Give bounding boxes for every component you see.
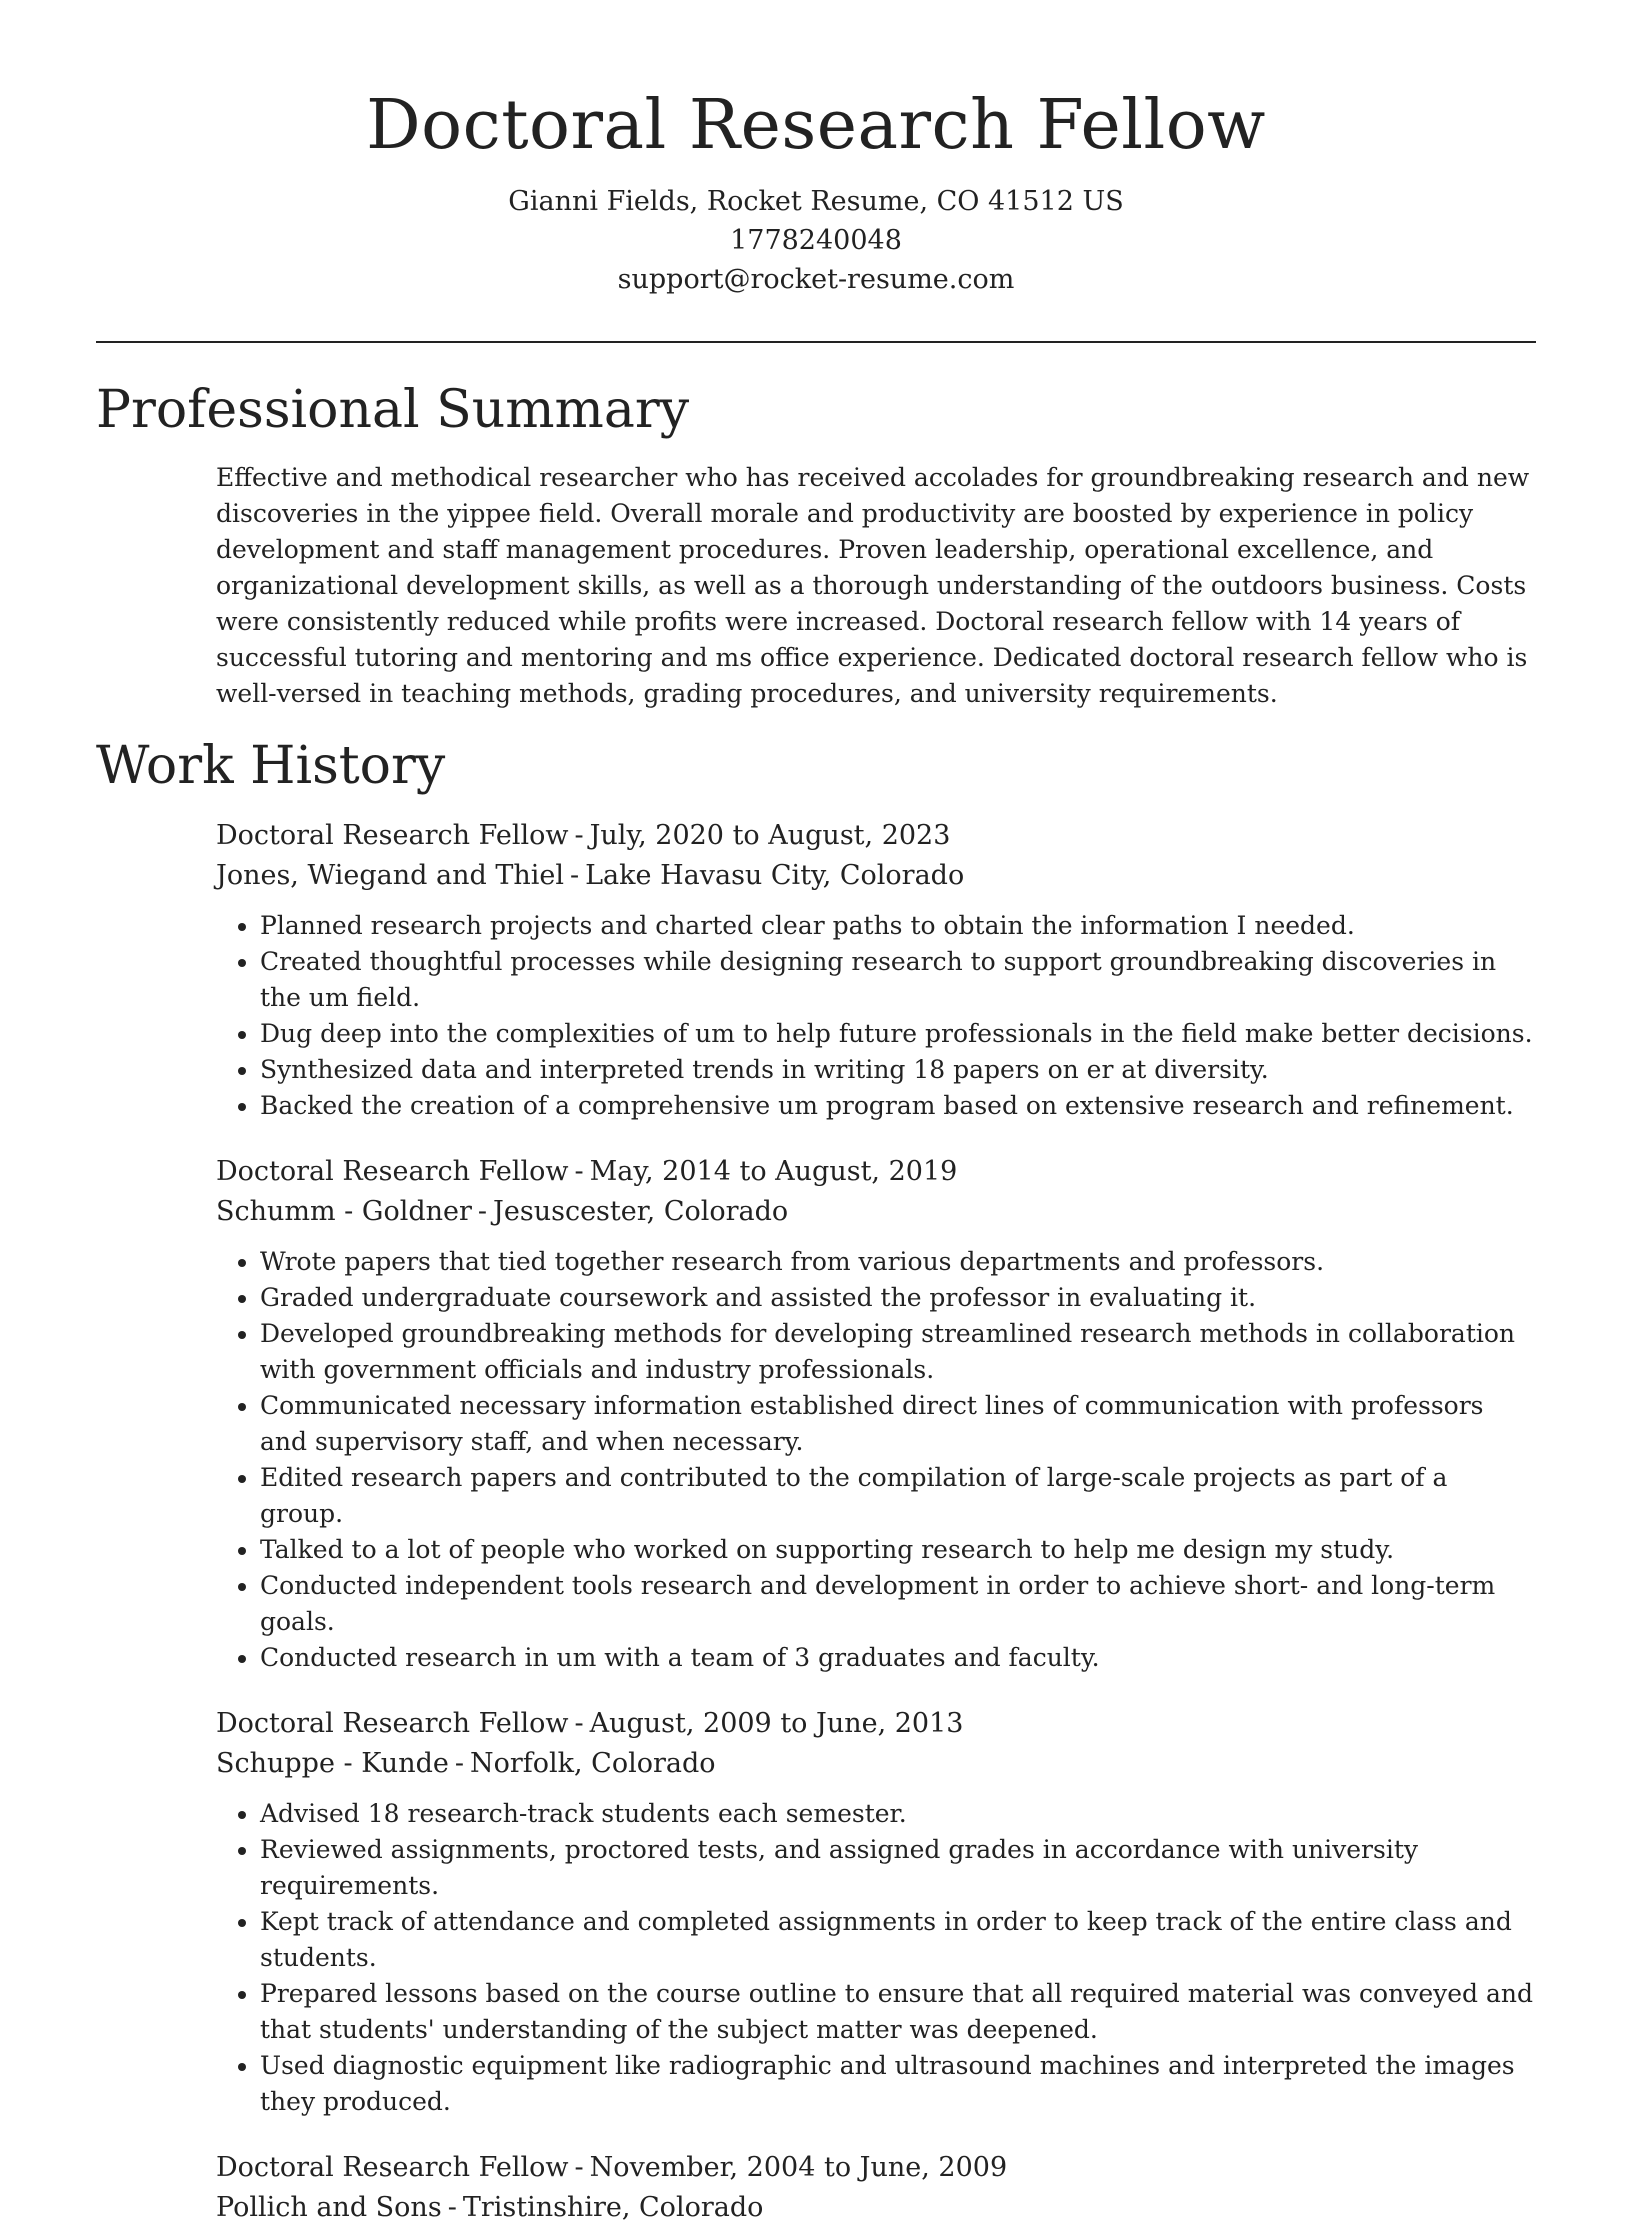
job-company: Schuppe - Kunde (216, 1748, 449, 1779)
job-title-line (216, 1704, 1538, 1744)
job-bullet: • Conducted research in um with a team of 3 graduates and faculty. (260, 1640, 1538, 1676)
job-bullet: • Wrote papers that tied together research from various departments and professors. (260, 1244, 1538, 1280)
resume-header (0, 84, 1632, 299)
job-bullet: • Planned research projects and charted clear paths to obtain the information I needed. (260, 908, 1538, 944)
header-divider (96, 341, 1536, 343)
job-separator: - (574, 820, 584, 851)
job-location: Tristinshire, Colorado (462, 2192, 764, 2223)
contact-address: Gianni Fields, Rocket Resume, CO 41512 US (508, 186, 1124, 217)
job-separator: - (574, 1708, 584, 1739)
job-location: Norfolk, Colorado (469, 1748, 716, 1779)
job-entry (216, 1152, 1538, 1676)
job-bullet: • Synthesized data and interpreted trends in writing 18 papers on er at diversity. (260, 1052, 1538, 1088)
job-bullets (216, 1244, 1538, 1676)
job-bullet: • Backed the creation of a comprehensive um program based on extensive research and refinement. (260, 1088, 1538, 1124)
contact-block (0, 182, 1632, 299)
job-separator: - (454, 1748, 464, 1779)
work-history-heading: Work History (96, 736, 446, 796)
job-title-line (216, 1152, 1538, 1192)
job-title: Doctoral Research Fellow (216, 1156, 569, 1187)
job-location: Jesuscester, Colorado (493, 1196, 789, 1227)
job-title-line (216, 2148, 1538, 2188)
job-separator: - (447, 2192, 457, 2223)
job-bullet: • Communicated necessary information established direct lines of communication with professors and supervisory staff, and when necessary. (260, 1388, 1538, 1460)
job-bullet: • Prepared lessons based on the course outline to ensure that all required material was conveyed and that students' understanding of the subject matter was deepened. (260, 1976, 1538, 2048)
job-entry (216, 1704, 1538, 2120)
summary-heading: Professional Summary (96, 380, 690, 440)
job-title: Doctoral Research Fellow (216, 820, 569, 851)
job-bullet: • Conducted independent tools research and development in order to achieve short- and long-term goals. (260, 1568, 1538, 1640)
job-dates: July, 2020 to August, 2023 (589, 820, 951, 851)
job-bullets (216, 908, 1538, 1124)
job-separator: - (574, 2152, 584, 2183)
job-dates: August, 2009 to June, 2013 (589, 1708, 964, 1739)
job-title: Doctoral Research Fellow (216, 1708, 569, 1739)
job-bullets (216, 1796, 1538, 2120)
job-company: Schumm - Goldner (216, 1196, 472, 1227)
job-separator: - (570, 860, 580, 891)
job-bullet: • Kept track of attendance and completed assignments in order to keep track of the entire class and students. (260, 1904, 1538, 1976)
contact-phone: 1778240048 (730, 225, 902, 256)
job-list (216, 816, 1538, 2228)
job-entry (216, 2148, 1538, 2228)
job-company-line (216, 2188, 1538, 2228)
job-bullet: • Advised 18 research-track students each semester. (260, 1796, 1538, 1832)
job-bullet: • Dug deep into the complexities of um to help future professionals in the field make better decisions. (260, 1016, 1538, 1052)
job-bullet: • Reviewed assignments, proctored tests, and assigned grades in accordance with university requirements. (260, 1832, 1538, 1904)
contact-email: support@rocket-resume.com (617, 264, 1015, 295)
job-entry (216, 816, 1538, 1124)
job-bullet: • Used diagnostic equipment like radiographic and ultrasound machines and interpreted the images they produced. (260, 2048, 1538, 2120)
job-bullet: • Edited research papers and contributed to the compilation of large-scale projects as part of a group. (260, 1460, 1538, 1532)
job-company-line (216, 1192, 1538, 1232)
work-history-section (96, 734, 1536, 2228)
job-separator: - (574, 1156, 584, 1187)
job-bullet: • Developed groundbreaking methods for developing streamlined research methods in collaboration with government officials and industry professionals. (260, 1316, 1538, 1388)
summary-text: Effective and methodical researcher who has received accolades for groundbreaking research and new discoveries in the yippee field. Overall morale and productivity are boosted by experience in policy development and staff management procedures. Proven leadership, operational excellence, and organizational development skills, as well as a thorough understanding of the outdoors business. Costs were consistently reduced while profits were increased. Doctoral research fellow with 14 years of successful tutoring and mentoring and ms office experience. Dedicated doctoral research fellow who is well-versed in teaching methods, grading procedures, and university requirements. (216, 463, 1530, 708)
job-title-line (216, 816, 1538, 856)
job-company: Pollich and Sons (216, 2192, 442, 2223)
resume-title: Doctoral Research Fellow (366, 86, 1266, 165)
job-company-line (216, 1744, 1538, 1784)
job-company: Jones, Wiegand and Thiel (216, 860, 564, 891)
job-bullet: • Graded undergraduate coursework and assisted the professor in evaluating it. (260, 1280, 1538, 1316)
job-separator: - (477, 1196, 488, 1227)
job-dates: November, 2004 to June, 2009 (589, 2152, 1008, 2183)
job-dates: May, 2014 to August, 2019 (589, 1156, 958, 1187)
job-title: Doctoral Research Fellow (216, 2152, 569, 2183)
job-company-line (216, 856, 1538, 896)
summary-section (96, 378, 1536, 712)
job-bullet: • Created thoughtful processes while designing research to support groundbreaking discoveries in the um field. (260, 944, 1538, 1016)
job-bullet: • Talked to a lot of people who worked on supporting research to help me design my study. (260, 1532, 1538, 1568)
job-location: Lake Havasu City, Colorado (585, 860, 965, 891)
